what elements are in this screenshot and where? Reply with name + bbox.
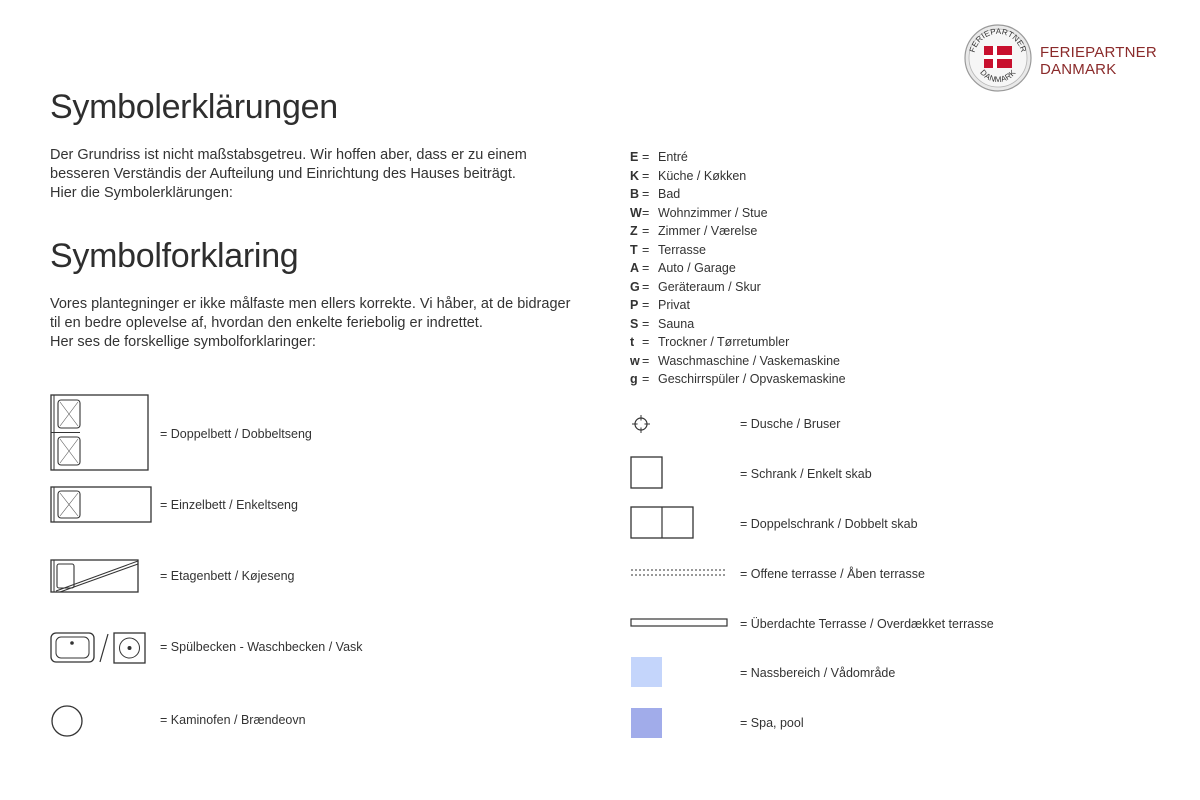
room-code-item	[630, 278, 846, 297]
wet-area-label: = Nassbereich / Vådområde	[740, 666, 895, 680]
room-code-list	[630, 148, 846, 389]
covered-terrace-icon	[630, 617, 730, 629]
room-code-equals: =	[642, 224, 650, 238]
room-code-label: Privat	[658, 298, 690, 312]
brand-name	[1040, 44, 1157, 78]
double-bed-label: = Doppelbett / Dobbeltseng	[160, 427, 312, 441]
room-code-equals: =	[642, 316, 650, 331]
room-code-label: Terrasse	[658, 242, 706, 257]
room-code-equals: =	[642, 187, 650, 201]
double-cabinet-label: = Doppelschrank / Dobbelt skab	[740, 517, 918, 531]
stove-label: = Kaminofen / Brændeovn	[160, 713, 306, 727]
room-code-key: B	[630, 187, 640, 201]
german-line-2: besseren Verständis der Aufteilung und Einrichtung des Hauses beiträgt.	[50, 166, 516, 182]
room-code-equals: =	[642, 205, 650, 220]
room-code-equals: =	[642, 353, 650, 368]
room-code-equals: =	[642, 150, 650, 164]
sink-label: = Spülbecken - Waschbecken / Vask	[160, 640, 363, 654]
danish-line-3: Her ses de forskellige symbolforklaringer:	[50, 334, 316, 350]
room-code-label: Geschirrspüler / Opvaskemaskine	[658, 372, 846, 386]
room-code-key: t	[630, 335, 635, 349]
room-code-key: G	[630, 279, 640, 294]
room-code-key: W	[630, 205, 642, 220]
room-code-item	[630, 148, 846, 167]
room-code-key: K	[630, 168, 640, 183]
spa-label: = Spa, pool	[740, 716, 804, 730]
wet-area-swatch	[631, 657, 662, 687]
room-code-equals: =	[642, 335, 650, 349]
bunk-bed-label: = Etagenbett / Køjeseng	[160, 569, 294, 583]
room-code-label: Waschmaschine / Vaskemaskine	[658, 353, 841, 368]
cabinet-label: = Schrank / Enkelt skab	[740, 467, 872, 481]
room-code-item	[630, 259, 846, 278]
room-code-key: w	[630, 353, 640, 368]
double-cabinet-icon	[630, 506, 696, 540]
room-code-label: Trockner / Tørretumbler	[658, 335, 790, 349]
brand-name-line1: FERIEPARTNER	[1040, 44, 1157, 61]
room-code-item	[630, 222, 846, 241]
room-code-label: Entré	[658, 150, 688, 164]
room-code-key: P	[630, 298, 639, 312]
room-code-label: Küche / Køkken	[658, 168, 747, 183]
room-code-equals: =	[642, 298, 650, 312]
covered-terrace-label: = Überdachte Terrasse / Overdækket terrasse	[740, 617, 994, 631]
danish-line-1: Vores plantegninger er ikke målfaste men ellers korrekte. Vi håber, at de bidrager	[50, 296, 571, 312]
room-code-item	[630, 185, 846, 204]
danish-heading: Symbolforklaring	[50, 237, 299, 275]
room-code-item	[630, 352, 846, 371]
room-code-key: A	[630, 261, 640, 275]
room-code-label: Auto / Garage	[658, 261, 736, 275]
room-code-equals: =	[642, 279, 650, 294]
shower-label: = Dusche / Bruser	[740, 417, 840, 431]
danish-paragraph	[50, 295, 570, 352]
brand-name-line2: DANMARK	[1040, 61, 1117, 78]
room-code-label: Zimmer / Værelse	[658, 224, 758, 238]
open-terrace-icon	[630, 568, 730, 578]
spa-swatch	[631, 708, 662, 738]
german-line-3: Hier die Symbolerklärungen:	[50, 185, 233, 201]
feriepartner-seal-logo	[964, 24, 1032, 92]
room-code-item	[630, 315, 846, 334]
seal-top-text: FERIEPARTNER	[967, 26, 1029, 54]
double-bed-icon	[50, 394, 150, 472]
room-code-key: Z	[630, 224, 638, 238]
room-code-label: Wohnzimmer / Stue	[658, 205, 768, 220]
room-code-key: E	[630, 150, 639, 164]
german-line-1: Der Grundriss ist nicht maßstabsgetreu. Wir hoffen aber, dass er zu einem	[50, 147, 527, 163]
room-code-label: Sauna	[658, 316, 695, 331]
room-code-item	[630, 370, 846, 389]
single-bed-label: = Einzelbett / Enkeltseng	[160, 498, 298, 512]
room-code-item	[630, 204, 846, 223]
sink-icon	[50, 631, 148, 665]
room-code-item	[630, 241, 846, 260]
room-code-item	[630, 333, 846, 352]
room-code-label: Bad	[658, 187, 681, 201]
room-code-equals: =	[642, 168, 650, 183]
single-bed-icon	[50, 486, 153, 524]
room-code-equals: =	[642, 372, 650, 386]
shower-icon	[630, 413, 652, 435]
room-code-key: g	[630, 372, 638, 386]
room-code-equals: =	[642, 242, 650, 257]
room-code-item	[630, 296, 846, 315]
seal-bottom-text: DANMARK	[978, 67, 1018, 85]
cabinet-icon	[630, 456, 664, 490]
stove-icon	[50, 704, 84, 738]
room-code-equals: =	[642, 261, 650, 275]
room-code-key: S	[630, 316, 639, 331]
room-code-label: Geräteraum / Skur	[658, 279, 761, 294]
german-paragraph	[50, 146, 527, 203]
room-code-key: T	[630, 242, 638, 257]
open-terrace-label: = Offene terrasse / Åben terrasse	[740, 567, 925, 581]
danish-line-2: til en bedre oplevelse af, hvordan den enkelte feriebolig er indrettet.	[50, 315, 483, 331]
bunk-bed-icon	[50, 559, 140, 594]
room-code-item	[630, 167, 846, 186]
german-heading: Symbolerklärungen	[50, 88, 338, 126]
